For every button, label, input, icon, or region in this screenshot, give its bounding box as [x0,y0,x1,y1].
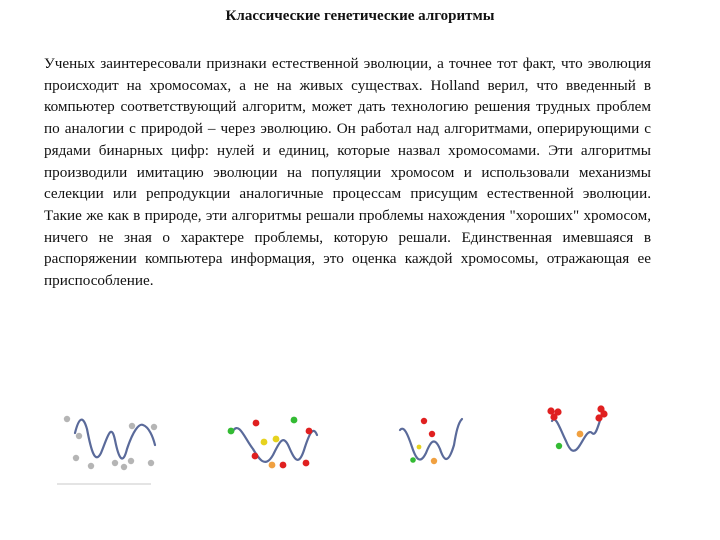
fitness-curve [75,420,155,459]
evolution-illustrations [0,395,720,495]
population-stage-1 [55,395,165,490]
individual-point [303,460,310,467]
individual-point [550,413,557,420]
individual-point [129,423,135,429]
individual-point [76,433,82,439]
individual-point [228,428,235,435]
individual-point [556,443,562,449]
individual-point [261,439,268,446]
population-stage-4 [540,395,630,490]
individual-point [252,453,259,460]
population-stage-2 [215,395,325,490]
individual-point [273,436,280,443]
individual-point [291,417,298,424]
individual-point [269,462,276,469]
individual-point [280,462,287,469]
individual-point [253,420,260,427]
individual-point [88,463,94,469]
individual-point [64,416,70,422]
population-stage-3 [390,395,480,490]
individual-point [431,458,437,464]
individual-point [128,458,134,464]
individual-point [410,457,416,463]
individual-point [421,418,427,424]
page-title: Классические генетические алгоритмы [225,8,495,24]
individual-point [121,464,127,470]
individual-point [148,460,154,466]
individual-point [151,424,157,430]
individual-point [577,431,584,438]
fitness-curve [400,419,462,460]
individual-point [595,414,602,421]
body-paragraph: Ученых заинтересовали признаки естественной эволюции, а точнее тот факт, что эволюция происходит на хромосомах, а не на живых существах. Holland верил, что введенный в компьютер соответствующий алгоритм, может дать технологию решения трудных проблем по аналогии с природой – через эволюцию. Он работал над алгоритмами, оперирующими с рядами бинарных цифр: нулей и единиц, которые назвал хромосомами. Эти алгоритмы производили имитацию эволюции на популяции хромосом и использовали механизмы селекции или репродукции аналогичные процессам присущим естественной эволюции. Такие же как в природе, эти алгоритмы решали проблемы нахождения "хороших" хромосом, ничего не зная о характере проблемы, которую решали. Единственная имевшаяся в распоряжении компьютера информация, это оценка каждой хромосомы, отражающая ее приспособление. [44,55,651,290]
fitness-curve [233,428,317,462]
individual-point [73,455,79,461]
individual-point [112,460,118,466]
individual-point [417,445,422,450]
individual-point [429,431,435,437]
individual-point [306,428,313,435]
